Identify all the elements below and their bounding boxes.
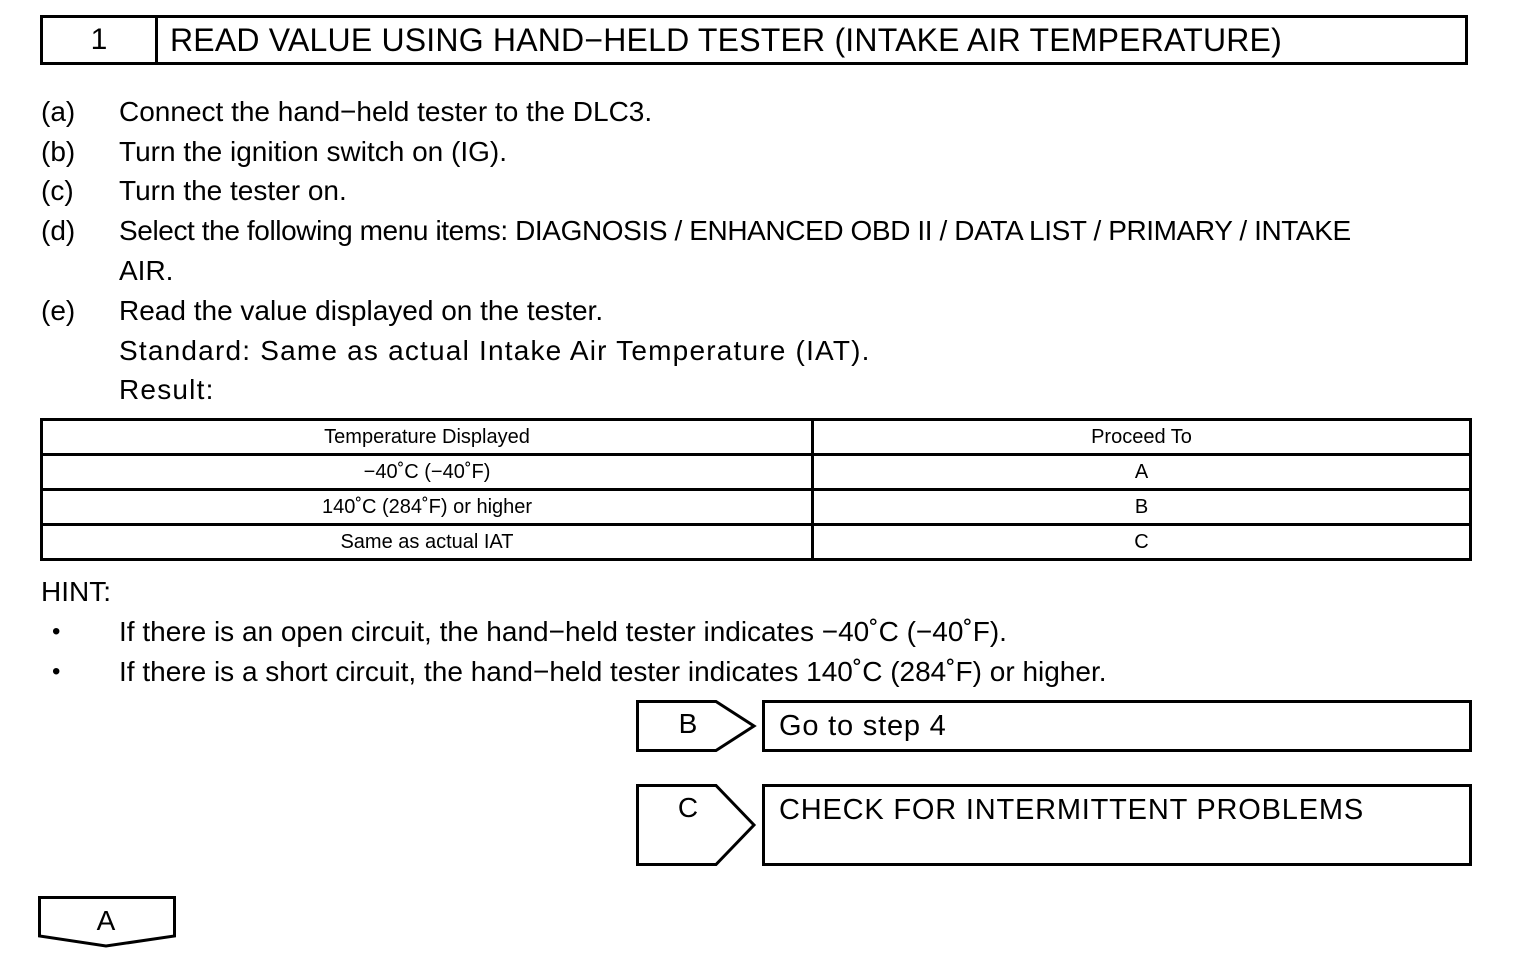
table-cell: −40˚C (−40˚F) [42,455,813,490]
outcome-letter: B [678,708,698,739]
outcome-letter: C [677,792,699,823]
result-table [40,418,1472,561]
table-cell: A [813,455,1471,490]
instruction-label: (a) [41,96,76,127]
table-cell: 140˚C (284˚F) or higher [42,490,813,525]
hint-label: HINT: [41,576,111,607]
instruction-label: (b) [41,136,76,167]
outcome-arrow-tag [636,784,756,866]
result-label: Result: [119,374,215,405]
instruction-text: Turn the tester on. [119,175,347,206]
instruction-label: (e) [41,295,76,326]
instruction-label: (d) [41,215,76,246]
column-header: Temperature Displayed [42,420,813,455]
instruction-text-continued: AIR. [119,255,174,286]
hint-item: If there is an open circuit, the hand−held tester indicates −40˚C (−40˚F). [119,616,1007,647]
column-header: Proceed To [813,420,1471,455]
continue-letter: A [96,905,116,936]
step-title: READ VALUE USING HAND−HELD TESTER (INTAKE AIR TEMPERATURE) [170,21,1282,58]
bullet-icon: • [52,658,61,685]
outcome-arrow-tag [636,700,756,752]
instruction-text: Read the value displayed on the tester. [119,295,604,326]
instruction-label: (c) [41,175,74,206]
hint-item: If there is a short circuit, the hand−held tester indicates 140˚C (284˚F) or higher. [119,656,1107,687]
bullet-icon: • [52,618,61,645]
step-header [40,15,1468,65]
outcome-destination: Go to step 4 [762,700,1472,752]
table-row [42,455,1471,490]
outcome-destination: CHECK FOR INTERMITTENT PROBLEMS [762,784,1472,866]
table-row [42,525,1471,560]
instruction-text: Select the following menu items: DIAGNOSIS / ENHANCED OBD II / DATA LIST / PRIMARY / INTAKE [119,215,1351,246]
table-header-row [42,420,1471,455]
table-cell: B [813,490,1471,525]
instruction-text: Turn the ignition switch on (IG). [119,136,508,167]
step-number: 1 [43,18,158,62]
standard-text: Standard: Same as actual Intake Air Temperature (IAT). [119,335,871,366]
table-cell: C [813,525,1471,560]
instruction-text: Connect the hand−held tester to the DLC3. [119,96,653,127]
table-row [42,490,1471,525]
table-cell: Same as actual IAT [42,525,813,560]
